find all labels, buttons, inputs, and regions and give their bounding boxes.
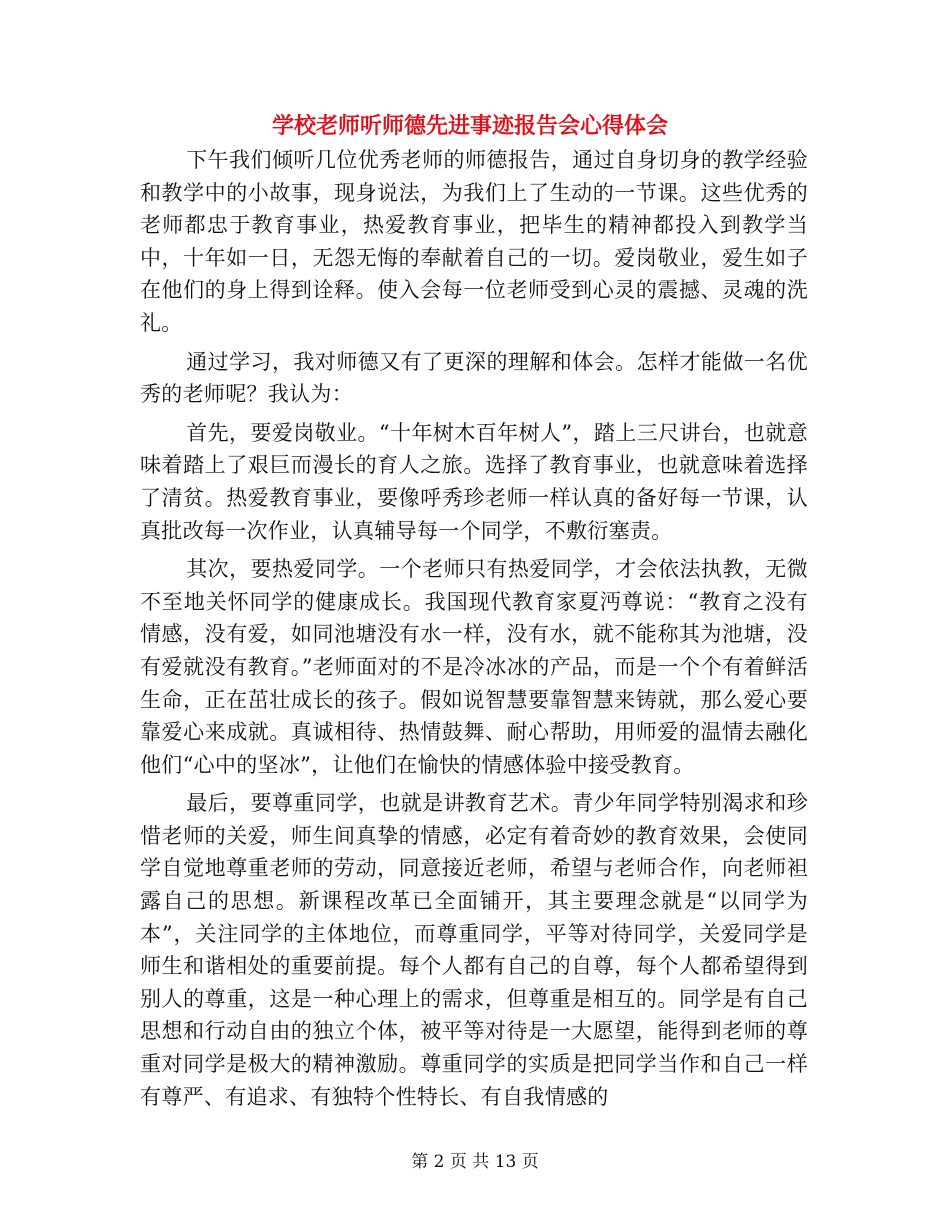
paragraph-5: 最后，要尊重同学，也就是讲教育艺术。青少年同学特别渴求和珍惜老师的关爱，师生间真挚的情感，必定有着奇妙的教育效果，会使同学自觉地尊重老师的劳动，同意接近老师，希望与老师合作，向老师袒露自己的思想。新课程改革已全面铺开，其主要理念就是“以同学为本”，关注同学的主体地位，而尊重同学，平等对待同学，关爱同学是师生和谐相处的重要前提。每个人都有自己的自尊，每个人都希望得到别人的尊重，这是一种心理上的需求，但尊重是相互的。同学是有自己思想和行动自由的独立个体，被平等对待是一大愿望，能得到老师的尊重对同学是极大的精神激励。尊重同学的实质是把同学当作和自己一样有尊严、有追求、有独特个性特长、有自我情感的 <box>140 791 808 1109</box>
paragraph-1: 下午我们倾听几位优秀老师的师德报告，通过自身切身的教学经验和教学中的小故事，现身说法，为我们上了生动的一节课。这些优秀的老师都忠于教育事业，热爱教育事业，把毕生的精神都投入到教学当中，十年如一日，无怨无悔的奉献着自己的一切。爱岗敬业，爱生如子在他们的身上得到诠释。使入会每一位老师受到心灵的震撼、灵魂的洗礼。 <box>140 148 808 335</box>
page-footer <box>0 1150 950 1174</box>
paragraph-4: 其次，要热爱同学。一个老师只有热爱同学，才会依法执教，无微不至地关怀同学的健康成长。我国现代教育家夏沔尊说：“教育之没有情感，没有爱，如同池塘没有水一样，没有水，就不能称其为池塘，没有爱就没有教育。”老师面对的不是冷冰冰的产品，而是一个个有着鲜活生命，正在茁壮成长的孩子。假如说智慧要靠智慧来铸就，那么爱心要靠爱心来成就。真诚相待、热情鼓舞、耐心帮助，用师爱的温情去融化他们“心中的坚冰”，让他们在愉快的情感体验中接受教育。 <box>140 557 808 777</box>
document-body <box>140 144 808 1119</box>
paragraph-2: 通过学习，我对师德又有了更深的理解和体会。怎样才能做一名优秀的老师呢？我认为： <box>140 349 808 407</box>
page-number-label: 第 2 页 共 13 页 <box>411 1152 539 1172</box>
document-title: 学校老师听师德先进事迹报告会心得体会 <box>271 114 668 139</box>
paragraph-3: 首先，要爱岗敬业。“十年树木百年树人”，踏上三尺讲台，也就意味着踏上了艰巨而漫长的育人之旅。选择了教育事业，也就意味着选择了清贫。热爱教育事业，要像呼秀珍老师一样认真的备好每一节课，认真批改每一次作业，认真辅导每一个同学，不敷衍塞责。 <box>140 420 808 543</box>
